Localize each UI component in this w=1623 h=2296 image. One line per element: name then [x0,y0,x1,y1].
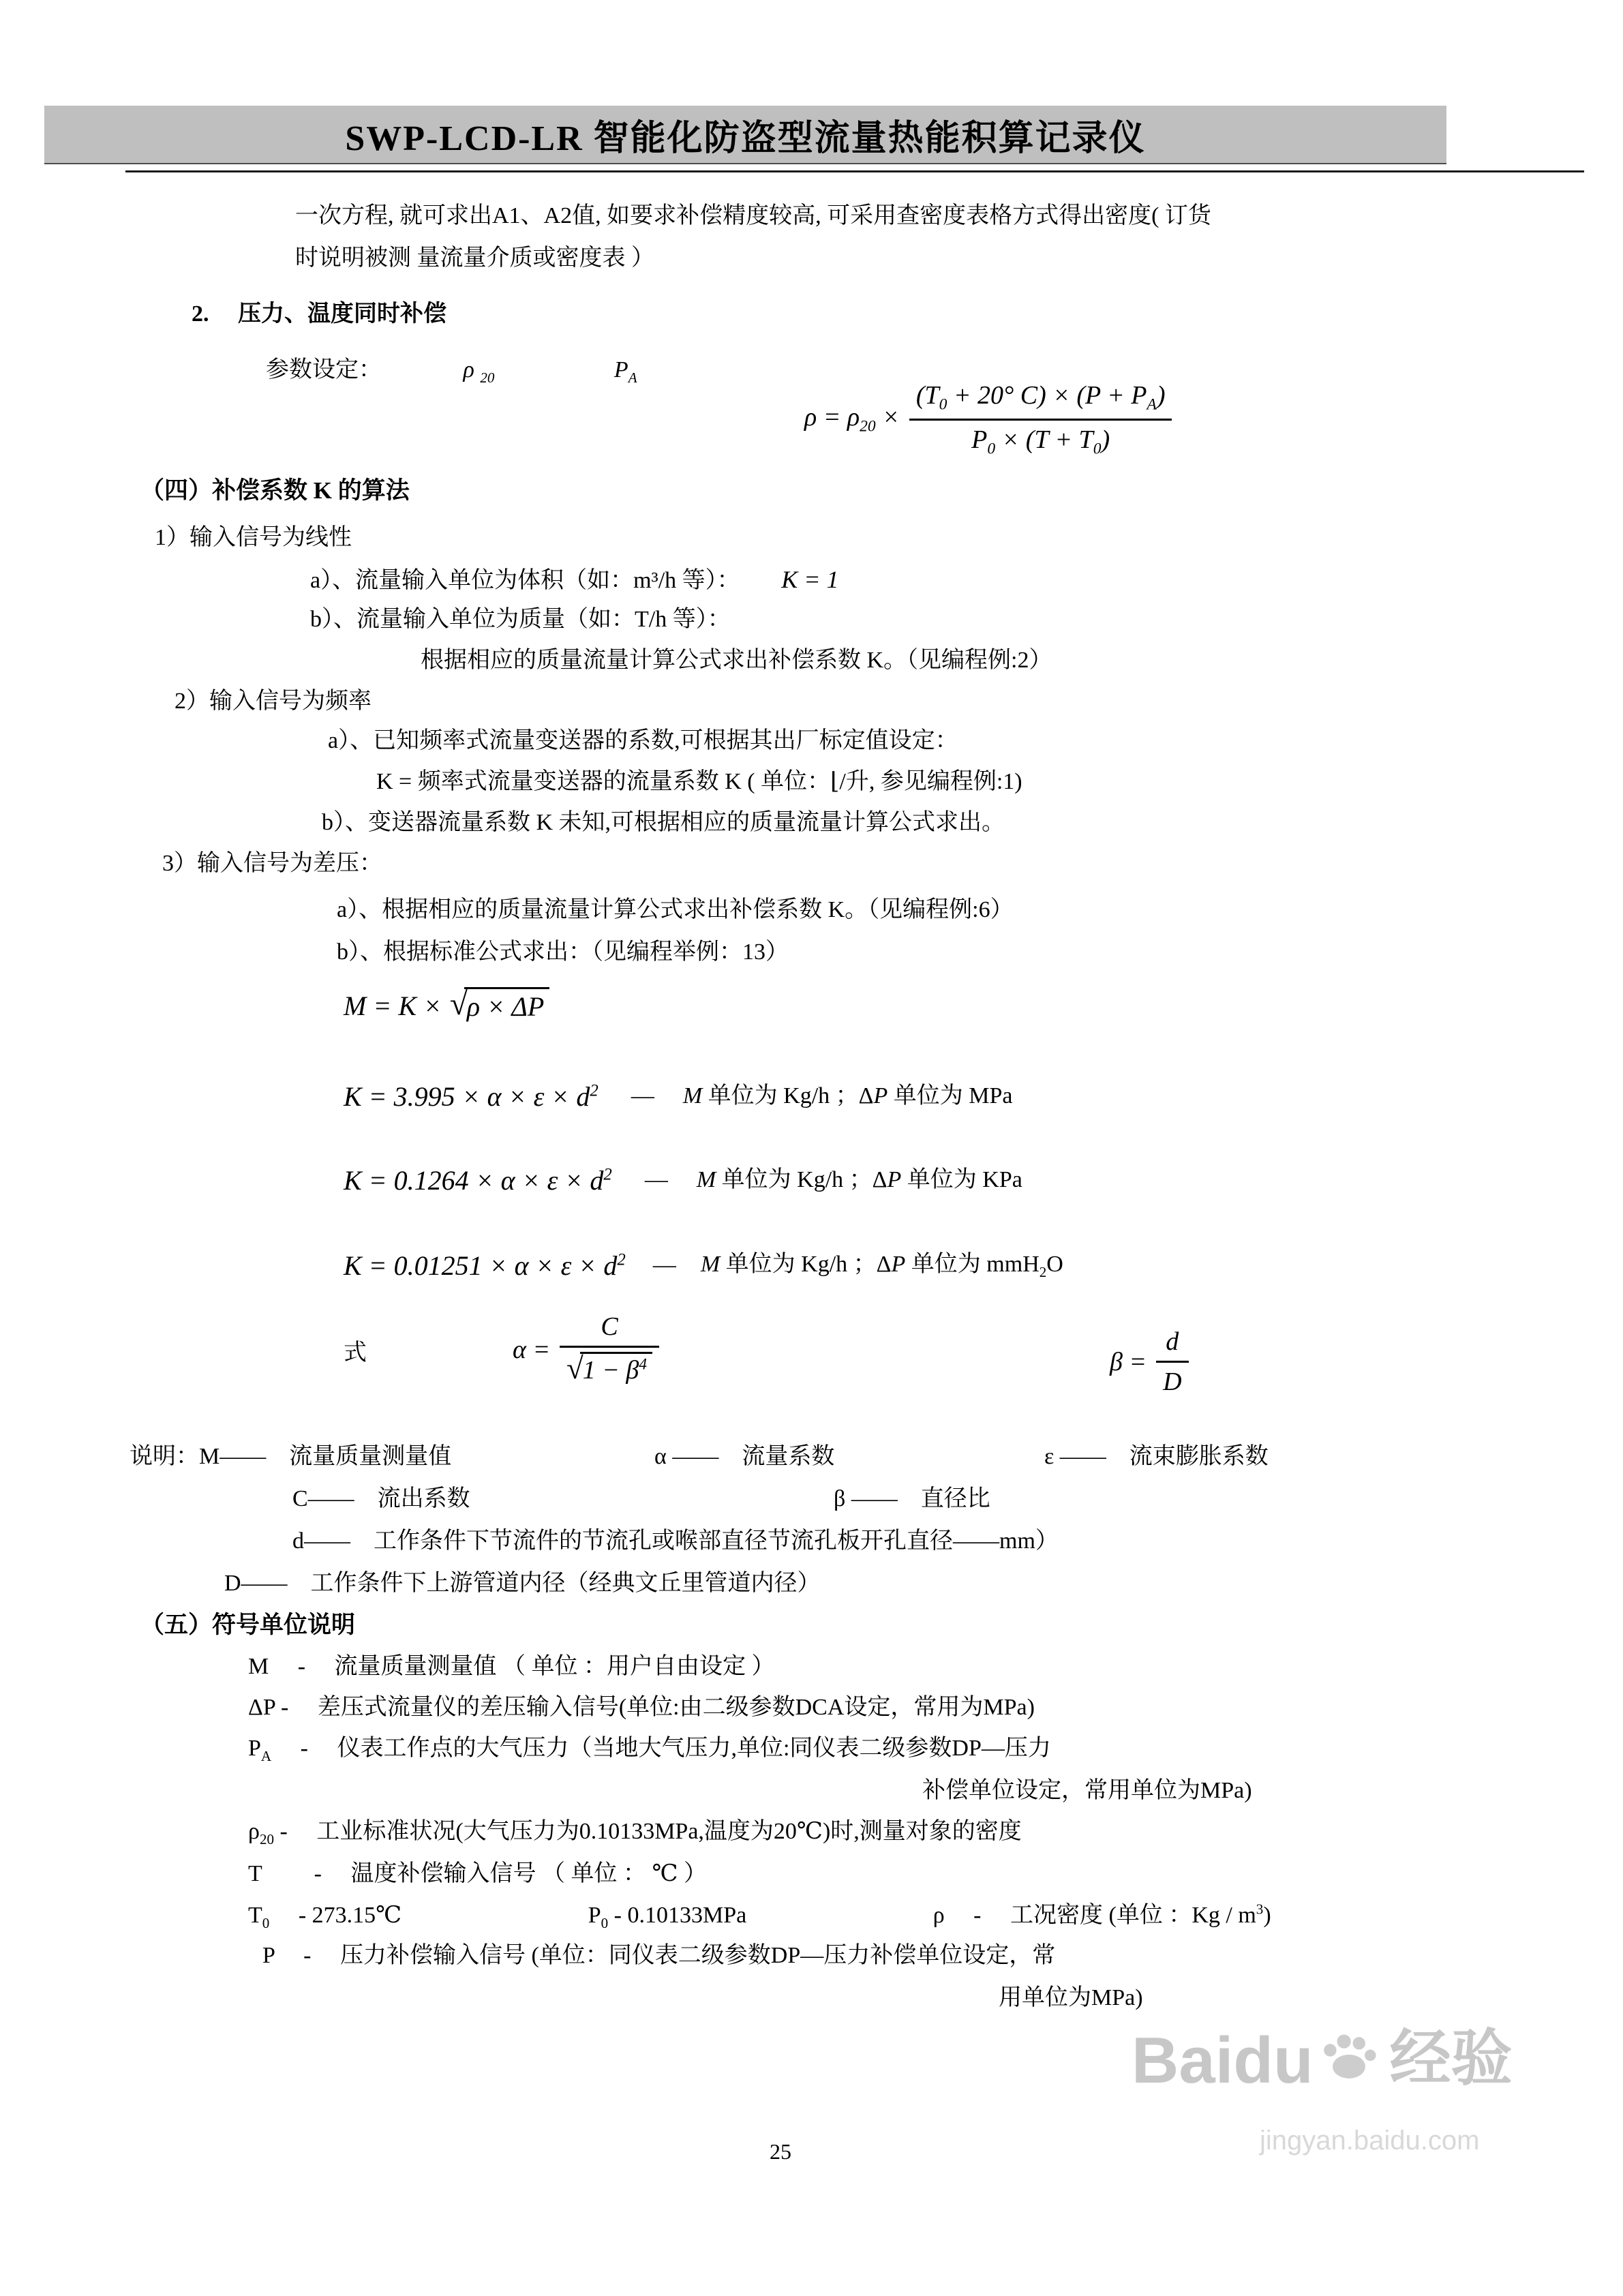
k-formula-kpa-note: M 单位为 Kg/h ；ΔP 单位为 KPa [696,1167,1022,1193]
density-formula-lhs: $\rho = \rho_{20}$ × [804,403,900,436]
s5-p: P - 压力补偿输入信号 (单位：同仪表二级参数DP—压力补偿单位设定，常 [262,1943,1056,1968]
parameter-line [266,356,637,387]
k-formula-mmh2o-expr: $K = 0.01251 \times \alpha \times \varepsilon \times d^2$ [344,1250,626,1281]
alpha-formula-lhs: α = [513,1335,551,1364]
s4-item-1: 1）输入信号为线性 [155,525,352,550]
legend-beta: β —— 直径比 [834,1486,990,1511]
beta-formula-denominator: D [1163,1368,1182,1396]
s4-item-2b: b）、变送器流量系数 K 未知,可根据相应的质量流量计算公式求出。 [322,810,1005,835]
s4-item-3a: a）、根据相应的质量流量计算公式求出补偿系数 K。（见编程例:6） [337,897,1014,922]
s4-item-2a: a）、已知频率式流量变送器的系数,可根据其出厂标定值设定： [328,728,958,753]
section-2-heading [192,300,446,329]
s4-item-1b-cont: 根据相应的质量流量计算公式求出补偿系数 K。（见编程例:2） [421,648,1052,673]
legend-d: d—— 工作条件下节流件的节流孔或喉部直径节流孔板开孔直径——mm） [292,1528,1059,1554]
alpha-formula-numerator: C [560,1312,659,1348]
s5-constants-row [248,1901,1271,1932]
legend-m: 说明：M—— 流量质量测量值 [130,1444,452,1469]
s5-p0: $P_0 - 0.10133MPa$ [588,1903,747,1932]
s4-item-1a-text: a）、流量输入单位为体积（如：m³/h 等）： [310,568,740,593]
section-5-heading: （五）符号单位说明 [140,1612,356,1638]
watermark-url: jingyan.baidu.com [1260,2126,1480,2156]
page-number: 25 [770,2139,791,2164]
s5-rho: ρ - 工况密度 (单位 ：Kg / $m^3$) [932,1901,1271,1929]
parameter-pa: $P_A$ [613,357,637,386]
document-title: SWP-LCD-LR 智能化防盗型流量热能积算记录仪 [345,119,1146,158]
density-formula-denominator: $P_0 \times (T + T_0)$ [971,425,1110,458]
alpha-formula-fraction [560,1312,659,1387]
watermark-baidu-jingyan [1132,2024,1513,2097]
k-formula-mpa [344,1081,1013,1113]
k-formula-mmh2o-dash: — [652,1252,676,1278]
page-header [44,106,1446,164]
s4-item-1a [310,564,839,596]
paw-icon [1318,2023,1380,2085]
beta-formula-lhs: β = [1110,1347,1147,1376]
sqrt-sign: √ [566,1351,583,1385]
parameter-rho20: ρ $_{20}$ [463,357,495,386]
intro-line-2: 时说明被测 量流量介质或密度表 ） [295,245,654,271]
s5-t0: $T_0$ - 273.15℃ [248,1903,402,1932]
density-formula-numerator: ($T_0 + 20^\circ$ $C) \times (P + P_A)$ [909,380,1172,421]
k-formula-mpa-dash: — [631,1083,654,1109]
alpha-formula [513,1312,659,1387]
section-2-title: 压力、温度同时补偿 [238,301,446,327]
legend-big-d: D—— 工作条件下上游管道内径（经典文丘里管道内径） [224,1571,821,1596]
mass-flow-formula-lhs: M = K × [344,990,442,1021]
mass-flow-formula-radicand: ρ × ΔP [464,987,549,1023]
alpha-denominator-radicand: $1 - \beta^4$ [580,1352,652,1385]
s5-dp: ΔP - 差压式流量仪的差压输入信号(单位:由二级参数DCA设定，常用为MPa) [248,1695,1035,1720]
s4-item-2: 2）输入信号为频率 [175,689,371,714]
intro-line-1: 一次方程, 就可求出A1、A2值, 如要求补偿精度较高, 可采用查密度表格方式得出密度( 订货 [295,203,1211,228]
s4-item-3b: b）、根据标准公式求出：（见编程举例：13） [337,939,789,965]
s4-item-2a-cont: K = 频率式流量变送器的流量系数 K ( 单位：⌊/升, 参见编程例:1) [376,769,1022,794]
s4-item-1b: b）、流量输入单位为质量（如：T/h 等）： [310,607,731,632]
k-formula-mpa-note: M 单位为 Kg/h ；ΔP 单位为 MPa [682,1083,1013,1109]
s4-item-1a-k: K = 1 [781,566,839,593]
mass-flow-formula [344,987,549,1024]
density-formula-fraction [909,380,1172,458]
s5-m: M - 流量质量测量值 （ 单位 ：用户自由设定 ） [248,1654,775,1679]
k-formula-mmh2o-note: M 单位为 Kg/h ；ΔP 单位为 mmH$_2$O [700,1251,1063,1280]
s4-item-3: 3）输入信号为差压： [162,851,382,876]
header-rule [125,170,1584,172]
s5-rho20: $\rho_{20}$ - 工业标准状况(大气压力为0.10133MPa,温度为20℃)时,测量对象的密度 [248,1819,1022,1847]
sqrt-sign: √ [449,986,468,1022]
s5-pa-cont: 补偿单位设定，常用单位为MPa) [922,1778,1252,1803]
alpha-denominator-sqrt [566,1352,652,1387]
alpha-formula-denominator [560,1348,659,1387]
density-formula [804,380,1172,458]
watermark-brand: Baidu [1132,2024,1314,2097]
s5-t: T - 温度补偿输入信号 （ 单位 ： ℃ ） [248,1861,708,1886]
beta-formula-numerator: d [1156,1327,1188,1363]
s5-p-cont: 用单位为MPa) [999,1985,1143,2010]
legend-alpha: α —— 流量系数 [654,1444,835,1469]
where-label: 式 [344,1340,367,1365]
k-formula-kpa-dash: — [644,1167,668,1193]
k-formula-kpa-expr: $K = 0.1264 \times \alpha \times \varepsilon \times d^2$ [344,1165,612,1196]
section-2-number: 2. [192,301,209,327]
parameter-label: 参数设定： [266,357,382,382]
legend-c: C—— 流出系数 [292,1486,470,1511]
k-formula-kpa [344,1164,1022,1196]
section-4-heading: （四）补偿系数 K 的算法 [140,477,410,504]
legend-epsilon: ε —— 流束膨胀系数 [1044,1444,1269,1469]
beta-formula [1110,1327,1189,1397]
k-formula-mpa-expr: $K = 3.995 \times \alpha \times \varepsilon \times d^2$ [344,1081,598,1112]
mass-flow-formula-sqrt [450,987,549,1024]
beta-formula-fraction [1156,1327,1188,1397]
watermark-suffix: 经验 [1389,2025,1513,2093]
k-formula-mmh2o [344,1250,1063,1282]
s5-pa: $P_A$ - 仪表工作点的大气压力（当地大气压力,单位:同仪表二级参数DP—压力 [248,1736,1051,1764]
